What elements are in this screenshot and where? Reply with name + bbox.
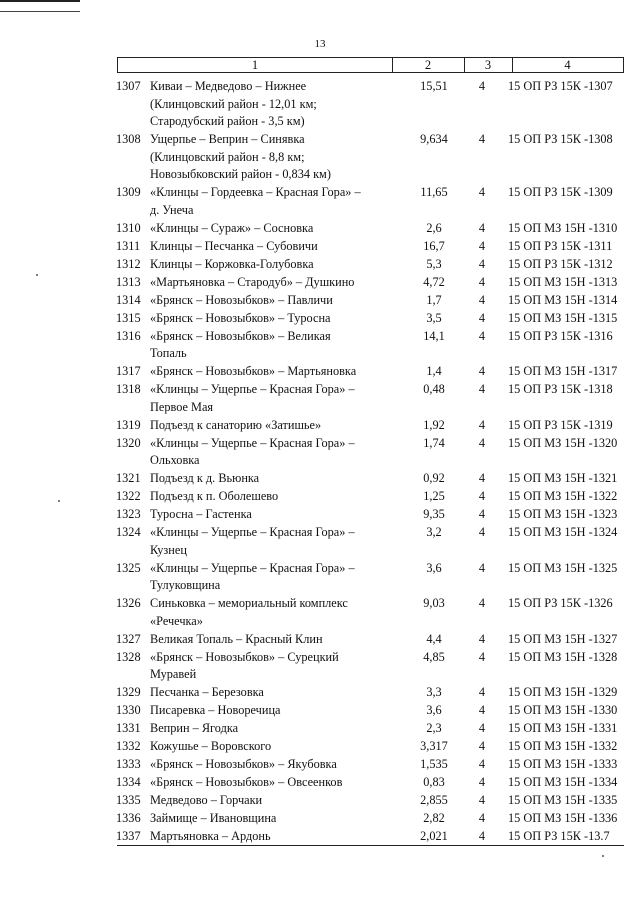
page-number: 13 bbox=[314, 38, 326, 50]
road-code: 15 ОП РЗ 15К -1319 bbox=[508, 417, 613, 432]
road-code: 15 ОП МЗ 15Н -1332 bbox=[508, 739, 618, 753]
road-name bbox=[150, 792, 390, 810]
road-name bbox=[150, 702, 390, 720]
road-category: 4 bbox=[478, 793, 486, 807]
road-category: 4 bbox=[478, 489, 486, 503]
road-name bbox=[150, 328, 390, 363]
road-name-line: «Клинцы – Гордеевка – Красная Гора» – bbox=[150, 185, 361, 199]
row-number: 1324 bbox=[116, 525, 141, 539]
road-length: 2,855 bbox=[420, 793, 448, 807]
road-code: 15 ОП МЗ 15Н -1317 bbox=[508, 364, 618, 378]
row-number: 1319 bbox=[116, 417, 141, 432]
road-category: 4 bbox=[478, 238, 486, 253]
row-number: 1320 bbox=[116, 435, 141, 450]
road-length: 0,92 bbox=[423, 471, 445, 485]
road-code: 15 ОП РЗ 15К -1326 bbox=[508, 596, 613, 610]
road-category: 4 bbox=[478, 703, 486, 717]
row-number: 1311 bbox=[116, 238, 141, 253]
road-category: 4 bbox=[478, 721, 486, 735]
road-name-line: Муравей bbox=[150, 667, 197, 681]
row-number: 1321 bbox=[116, 471, 141, 485]
road-name-line: «Брянск – Новозыбков» – Павличи bbox=[150, 292, 333, 307]
road-category: 4 bbox=[478, 417, 486, 432]
road-length: 1,535 bbox=[420, 757, 448, 771]
road-length: 1,74 bbox=[423, 435, 445, 450]
road-code: 15 ОП РЗ 15К -1316 bbox=[508, 328, 613, 343]
road-code: 15 ОП МЗ 15Н -1329 bbox=[508, 685, 618, 699]
road-length: 14,1 bbox=[423, 328, 445, 343]
road-name bbox=[150, 720, 390, 738]
road-category: 4 bbox=[478, 382, 486, 396]
road-code: 15 ОП МЗ 15Н -1323 bbox=[508, 507, 618, 521]
road-category: 4 bbox=[478, 829, 486, 843]
road-name bbox=[150, 828, 390, 846]
road-category: 4 bbox=[478, 435, 486, 450]
road-name bbox=[150, 256, 390, 274]
road-code: 15 ОП РЗ 15К -1312 bbox=[508, 256, 613, 271]
road-name bbox=[150, 738, 390, 756]
road-name-line: Великая Топаль – Красный Клин bbox=[150, 631, 323, 646]
road-category: 4 bbox=[478, 775, 486, 789]
table-header bbox=[117, 57, 624, 73]
scan-speck bbox=[602, 855, 604, 857]
road-length: 3,6 bbox=[426, 560, 442, 575]
road-name-line: «Брянск – Новозыбков» – Сурецкий bbox=[150, 649, 339, 664]
road-length: 4,85 bbox=[423, 649, 445, 664]
road-length: 4,72 bbox=[423, 274, 445, 289]
road-length: 1,92 bbox=[423, 417, 445, 432]
row-number: 1328 bbox=[116, 649, 141, 664]
road-code: 15 ОП МЗ 15Н -1321 bbox=[508, 471, 618, 485]
road-category: 4 bbox=[478, 631, 486, 646]
road-code: 15 ОП МЗ 15Н -1330 bbox=[508, 703, 618, 717]
row-number: 1327 bbox=[116, 631, 141, 646]
road-code: 15 ОП МЗ 15Н -1315 bbox=[508, 310, 618, 325]
road-length: 16,7 bbox=[423, 238, 445, 253]
road-name-line: «Клинцы – Ущерпье – Красная Гора» – bbox=[150, 525, 355, 539]
road-category: 4 bbox=[478, 364, 486, 378]
road-name-line: (Клинцовский район - 8,8 км; bbox=[150, 149, 305, 164]
row-number: 1309 bbox=[116, 185, 141, 199]
road-name-line: Подъезд к санаторию «Затишье» bbox=[150, 417, 322, 432]
road-length: 2,3 bbox=[426, 721, 442, 735]
road-name-line: Займище – Ивановщина bbox=[150, 811, 277, 825]
road-name bbox=[150, 560, 390, 595]
road-code: 15 ОП МЗ 15Н -1331 bbox=[508, 721, 618, 735]
road-category: 4 bbox=[478, 185, 486, 199]
road-category: 4 bbox=[478, 471, 486, 485]
road-name bbox=[150, 524, 390, 559]
road-name bbox=[150, 488, 390, 506]
row-number: 1329 bbox=[116, 685, 141, 699]
road-name-line: Веприн – Ягодка bbox=[150, 721, 239, 735]
road-name bbox=[150, 470, 390, 488]
row-number: 1330 bbox=[116, 703, 141, 717]
road-name-line: Кожушье – Воровского bbox=[150, 739, 272, 753]
row-number: 1322 bbox=[116, 489, 141, 503]
road-name-line: Топаль bbox=[150, 346, 187, 360]
road-name-line: «Клинцы – Ущерпье – Красная Гора» – bbox=[150, 382, 355, 396]
row-number: 1307 bbox=[116, 79, 141, 93]
road-category: 4 bbox=[478, 132, 486, 146]
road-name-line: «Мартьяновка – Стародуб» – Душкино bbox=[150, 274, 355, 289]
road-name bbox=[150, 810, 390, 828]
road-name-line: «Брянск – Новозыбков» – Овсеенков bbox=[150, 775, 343, 789]
road-length: 3,2 bbox=[426, 525, 442, 539]
road-category: 4 bbox=[478, 685, 486, 699]
road-name bbox=[150, 435, 390, 470]
row-number: 1310 bbox=[116, 220, 141, 235]
table-bottom-rule bbox=[117, 845, 624, 846]
scan-corner-mark bbox=[0, 0, 80, 12]
road-category: 4 bbox=[478, 310, 486, 325]
road-name bbox=[150, 649, 390, 684]
road-name-line: Тулуковщина bbox=[150, 578, 221, 592]
road-name bbox=[150, 238, 390, 256]
road-length: 0,83 bbox=[423, 775, 445, 789]
road-length: 9,03 bbox=[423, 596, 445, 610]
road-name bbox=[150, 220, 390, 238]
road-length: 3,6 bbox=[426, 703, 442, 717]
road-name-line: Клинцы – Песчанка – Субовичи bbox=[150, 238, 318, 253]
row-number: 1335 bbox=[116, 793, 141, 807]
road-name-line: Писаревка – Новоречица bbox=[150, 703, 281, 717]
row-number: 1325 bbox=[116, 560, 141, 575]
row-number: 1323 bbox=[116, 507, 141, 521]
road-category: 4 bbox=[478, 79, 486, 93]
row-number: 1331 bbox=[116, 721, 141, 735]
road-code: 15 ОП РЗ 15К -13.7 bbox=[508, 829, 610, 843]
road-name-line: Синьковка – мемориальный комплекс bbox=[150, 596, 348, 610]
row-number: 1317 bbox=[116, 364, 141, 378]
road-name bbox=[150, 274, 390, 292]
road-code: 15 ОП МЗ 15Н -1334 bbox=[508, 775, 618, 789]
road-category: 4 bbox=[478, 525, 486, 539]
road-length: 2,82 bbox=[423, 811, 445, 825]
road-length: 2,6 bbox=[426, 220, 442, 235]
road-code: 15 ОП МЗ 15Н -1336 bbox=[508, 811, 618, 825]
road-name-line: Подъезд к д. Вьюнка bbox=[150, 471, 260, 485]
road-name-line: «Брянск – Новозыбков» – Великая bbox=[150, 328, 331, 343]
road-code: 15 ОП МЗ 15Н -1313 bbox=[508, 274, 618, 289]
road-code: 15 ОП МЗ 15Н -1322 bbox=[508, 489, 618, 503]
road-code: 15 ОП МЗ 15Н -1324 bbox=[508, 525, 618, 539]
road-name-line: «Брянск – Новозыбков» – Якубовка bbox=[150, 757, 337, 771]
road-name-line: Песчанка – Березовка bbox=[150, 685, 264, 699]
road-name-line: Киваи – Медведово – Нижнее bbox=[150, 79, 307, 93]
road-name bbox=[150, 310, 390, 328]
road-name-line: Клинцы – Коржовка-Голубовка bbox=[150, 256, 314, 271]
road-code: 15 ОП РЗ 15К -1311 bbox=[508, 238, 613, 253]
row-number: 1332 bbox=[116, 739, 141, 753]
road-code: 15 ОП МЗ 15Н -1325 bbox=[508, 560, 618, 575]
road-category: 4 bbox=[478, 757, 486, 771]
road-length: 4,4 bbox=[426, 631, 442, 646]
road-name-line: Медведово – Горчаки bbox=[150, 793, 263, 807]
header-col-2: 2 bbox=[392, 58, 465, 72]
road-name-line: «Клинцы – Ущерпье – Красная Гора» – bbox=[150, 435, 355, 450]
road-length: 9,35 bbox=[423, 507, 445, 521]
road-length: 15,51 bbox=[420, 79, 448, 93]
road-code: 15 ОП МЗ 15Н -1335 bbox=[508, 793, 618, 807]
road-name bbox=[150, 78, 390, 131]
row-number: 1336 bbox=[116, 811, 141, 825]
road-length: 3,317 bbox=[420, 739, 448, 753]
road-name-line: «Речечка» bbox=[150, 613, 203, 628]
road-length: 11,65 bbox=[420, 185, 448, 199]
road-name-line: Кузнец bbox=[150, 542, 187, 557]
road-category: 4 bbox=[478, 649, 486, 664]
road-code: 15 ОП МЗ 15Н -1333 bbox=[508, 757, 618, 771]
road-name-line: Туросна – Гастенка bbox=[150, 507, 252, 521]
road-code: 15 ОП МЗ 15Н -1328 bbox=[508, 649, 618, 664]
row-number: 1315 bbox=[116, 310, 141, 325]
scan-speck bbox=[58, 500, 60, 502]
road-name-line: Ущерпье – Веприн – Синявка bbox=[150, 132, 305, 146]
road-code: 15 ОП МЗ 15Н -1320 bbox=[508, 435, 618, 450]
road-length: 1,4 bbox=[426, 364, 442, 378]
header-col-1: 1 bbox=[118, 58, 393, 72]
road-name-line: Мартьяновка – Ардонь bbox=[150, 829, 271, 843]
road-name-line: «Брянск – Новозыбков» – Туросна bbox=[150, 310, 331, 325]
road-category: 4 bbox=[478, 292, 486, 307]
road-name bbox=[150, 506, 390, 524]
road-category: 4 bbox=[478, 256, 486, 271]
row-number: 1314 bbox=[116, 292, 141, 307]
header-col-4: 4 bbox=[564, 58, 571, 72]
row-number: 1337 bbox=[116, 829, 141, 843]
road-name-line: (Клинцовский район - 12,01 км; bbox=[150, 96, 317, 111]
road-length: 2,021 bbox=[420, 829, 448, 843]
road-category: 4 bbox=[478, 811, 486, 825]
row-number: 1326 bbox=[116, 596, 141, 610]
road-name bbox=[150, 631, 390, 649]
road-name-line: «Клинцы – Сураж» – Сосновка bbox=[150, 220, 314, 235]
road-length: 5,3 bbox=[426, 256, 442, 271]
road-name bbox=[150, 363, 390, 381]
road-name bbox=[150, 774, 390, 792]
row-number: 1334 bbox=[116, 775, 141, 789]
road-name-line: Ольховка bbox=[150, 453, 200, 467]
row-number: 1316 bbox=[116, 328, 141, 343]
road-length: 3,5 bbox=[426, 310, 442, 325]
header-col-3: 3 bbox=[464, 58, 513, 72]
road-name-line: Подъезд к п. Оболешево bbox=[150, 489, 279, 503]
row-number: 1333 bbox=[116, 757, 141, 771]
road-name-line: Первое Мая bbox=[150, 399, 214, 414]
road-code: 15 ОП МЗ 15Н -1327 bbox=[508, 631, 618, 646]
road-length: 0,48 bbox=[423, 382, 445, 396]
road-name-line: «Клинцы – Ущерпье – Красная Гора» – bbox=[150, 560, 355, 575]
road-name bbox=[150, 292, 390, 310]
road-code: 15 ОП РЗ 15К -1309 bbox=[508, 185, 613, 199]
row-number: 1318 bbox=[116, 382, 141, 396]
road-name bbox=[150, 417, 390, 435]
road-category: 4 bbox=[478, 507, 486, 521]
road-category: 4 bbox=[478, 596, 486, 610]
road-name bbox=[150, 184, 390, 219]
road-name-line: «Брянск – Новозыбков» – Мартьяновка bbox=[150, 364, 357, 378]
road-code: 15 ОП МЗ 15Н -1314 bbox=[508, 292, 618, 307]
row-number: 1312 bbox=[116, 256, 141, 271]
road-name bbox=[150, 684, 390, 702]
road-category: 4 bbox=[478, 328, 486, 343]
road-name bbox=[150, 131, 390, 184]
road-category: 4 bbox=[478, 274, 486, 289]
road-length: 1,25 bbox=[423, 489, 445, 503]
road-code: 15 ОП РЗ 15К -1318 bbox=[508, 382, 613, 396]
road-name bbox=[150, 756, 390, 774]
road-name-line: Новозыбковский район - 0,834 км) bbox=[150, 167, 331, 181]
road-name bbox=[150, 595, 390, 630]
road-name bbox=[150, 381, 390, 416]
road-category: 4 bbox=[478, 739, 486, 753]
road-category: 4 bbox=[478, 220, 486, 235]
road-length: 1,7 bbox=[426, 292, 442, 307]
scan-speck bbox=[36, 274, 38, 276]
road-code: 15 ОП РЗ 15К -1308 bbox=[508, 132, 613, 146]
road-code: 15 ОП РЗ 15К -1307 bbox=[508, 79, 613, 93]
row-number: 1313 bbox=[116, 274, 141, 289]
road-name-line: Стародубский район - 3,5 км) bbox=[150, 114, 305, 128]
road-length: 9,634 bbox=[420, 132, 448, 146]
road-length: 3,3 bbox=[426, 685, 442, 699]
road-name-line: д. Унеча bbox=[150, 202, 194, 217]
road-code: 15 ОП МЗ 15Н -1310 bbox=[508, 220, 618, 235]
row-number: 1308 bbox=[116, 132, 141, 146]
road-category: 4 bbox=[478, 560, 486, 575]
